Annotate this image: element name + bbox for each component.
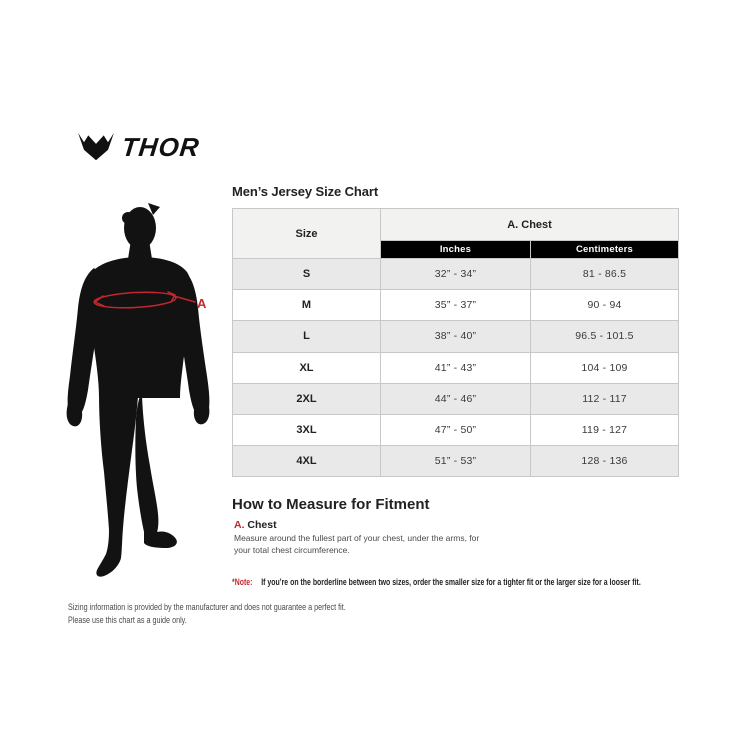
measure-section-heading: How to Measure for Fitment: [232, 496, 430, 513]
column-header-centimeters: Centimeters: [531, 241, 679, 259]
centimeters-cell: 128 - 136: [531, 446, 679, 477]
measurement-label-a: A: [197, 296, 207, 311]
table-row: [233, 290, 679, 321]
size-cell: L: [233, 321, 381, 352]
chart-title: Men’s Jersey Size Chart: [232, 184, 379, 199]
size-chart-table: [232, 208, 679, 477]
disclaimer-line-1: Sizing information is provided by the manufacturer and does not guarantee a perfect fit.: [68, 602, 346, 612]
table-header: [233, 209, 679, 259]
size-cell: 3XL: [233, 414, 381, 445]
column-header-inches: Inches: [381, 241, 531, 259]
measure-item-label-row: [234, 519, 277, 531]
note-prefix: *Note:: [232, 577, 253, 588]
disclaimer-line-2: Please use this chart as a guide only.: [68, 615, 187, 626]
centimeters-cell: 96.5 - 101.5: [531, 321, 679, 352]
measure-item-label: Chest: [247, 519, 277, 531]
centimeters-cell: 112 - 117: [531, 383, 679, 414]
male-silhouette: [67, 203, 210, 577]
measurement-figure: [60, 196, 240, 594]
inches-cell: 38” - 40”: [381, 321, 531, 352]
inches-cell: 47” - 50”: [381, 414, 531, 445]
thor-logo: [78, 131, 200, 162]
table-row: [233, 383, 679, 414]
inches-cell: 41” - 43”: [381, 352, 531, 383]
centimeters-cell: 119 - 127: [531, 414, 679, 445]
measure-item-description: Measure around the fullest part of your chest, under the arms, for your total chest circumference.: [234, 533, 480, 555]
disclaimer: [68, 601, 346, 627]
column-header-chest: A. Chest: [381, 209, 679, 241]
inches-cell: 44” - 46”: [381, 383, 531, 414]
centimeters-cell: 90 - 94: [531, 290, 679, 321]
thor-wordmark: THOR: [120, 131, 202, 162]
inches-cell: 32” - 34”: [381, 259, 531, 290]
size-cell: 4XL: [233, 446, 381, 477]
measure-item-key: A.: [234, 519, 245, 531]
note-text: If you’re on the borderline between two sizes, order the smaller size for a tighter fit or the larger size for a looser fit.: [261, 577, 641, 588]
size-cell: 2XL: [233, 383, 381, 414]
table-row: [233, 352, 679, 383]
table-row: [233, 414, 679, 445]
inches-cell: 35” - 37”: [381, 290, 531, 321]
table-row: [233, 446, 679, 477]
size-cell: XL: [233, 352, 381, 383]
inches-cell: 51” - 53”: [381, 446, 531, 477]
size-cell: M: [233, 290, 381, 321]
centimeters-cell: 104 - 109: [531, 352, 679, 383]
table-row: [233, 321, 679, 352]
size-cell: S: [233, 259, 381, 290]
table-row: [233, 259, 679, 290]
sizing-note: [232, 577, 641, 588]
column-header-size: Size: [233, 209, 381, 259]
thor-horns-icon: [78, 131, 114, 162]
centimeters-cell: 81 - 86.5: [531, 259, 679, 290]
